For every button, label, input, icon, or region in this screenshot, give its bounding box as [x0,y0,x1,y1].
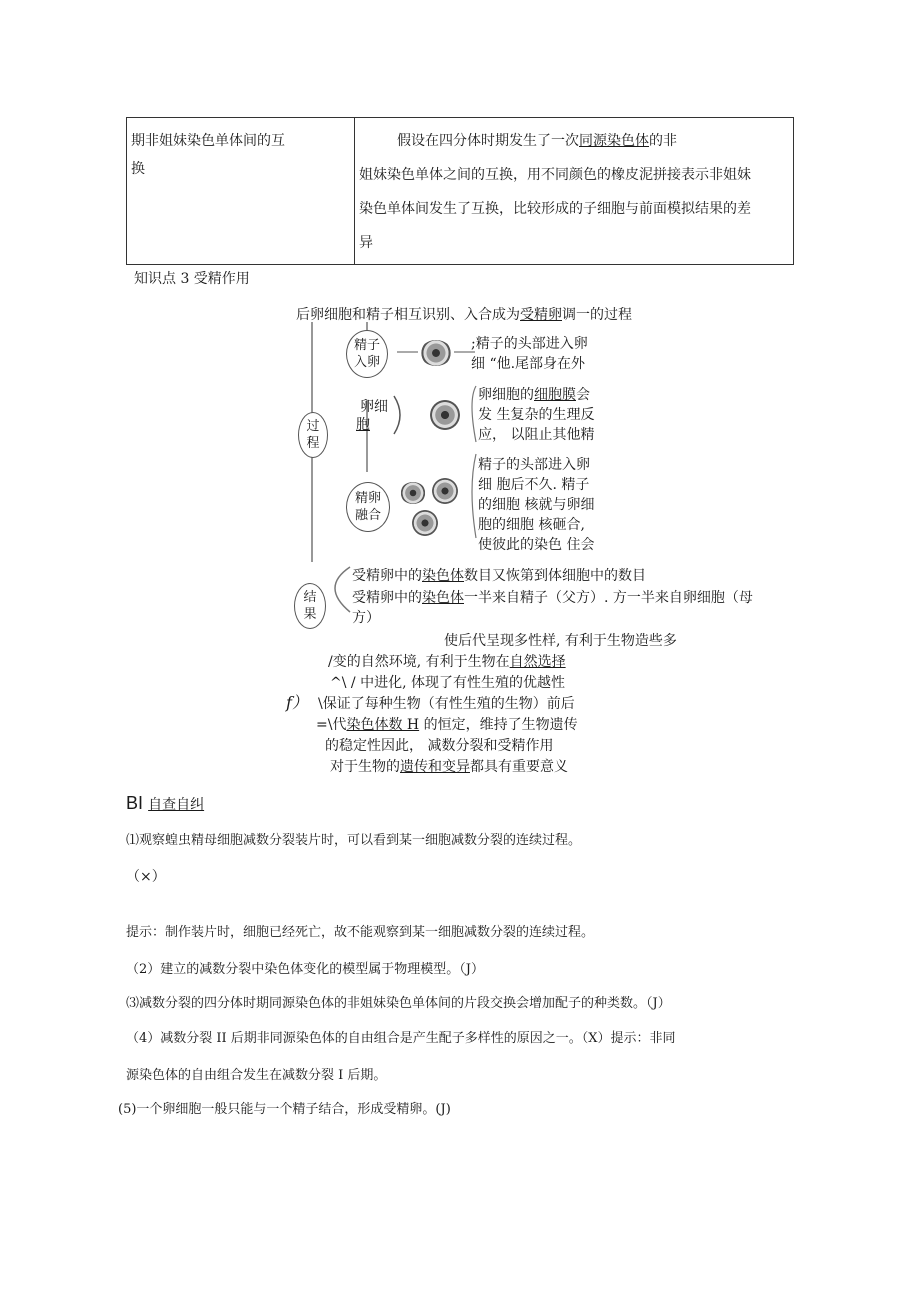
result-text: 数目又恢第到体细胞中的数目 [464,568,646,584]
egg-cell-icon [432,478,458,504]
table-right-line3: 染色单体间发生了互换，比较形成的子细胞与前面模拟结果的差 [359,201,751,217]
table-right-line1 [359,124,789,158]
oval2-label-a: 卵细 [360,399,388,415]
desc-egg-response [478,385,594,445]
result-line-3: 方） [352,610,380,626]
desc-line: 精子的头部进入卵 [478,457,590,473]
question-2: （2）建立的减数分裂中染色体变化的模型属于物理模型。（J） [126,962,484,977]
result-label: 结 果 [294,583,326,629]
oval2-label-b: 胞 [356,417,370,433]
egg-cell-icon [430,400,460,430]
sig-term: 染色体数 H [346,717,420,733]
result-term: 染色体 [422,590,464,606]
significance-line-5 [316,714,578,734]
table-underlined-term: 同源染色体 [579,133,649,149]
question-4: （4）减数分裂 II 后期非同源染色体的自由组合是产生配子多样性的原因之一。（X）提示：非同 [126,1031,676,1046]
desc-fusion [478,455,594,555]
desc-term: 细胞膜 [534,387,576,403]
result-line-1 [352,565,646,585]
significance-mark: f） [286,693,308,712]
table-text: 的非 [649,133,677,149]
hint-1: 提示：制作装片时，细胞已经死亡，故不能观察到某一细胞减数分裂的连续过程。 [126,925,595,940]
sig-text: /变的自然环境, 有利于生物在 [328,654,510,670]
sig-text: 对于生物的 [330,759,400,775]
sig-term: 遗传和变异 [400,759,470,775]
desc-line: 应， 以阻止其他精 [478,427,595,443]
result-text: 受精卵中的 [352,590,422,606]
table-left-line1: 期非姐妹染色单体间的互 [131,133,285,149]
egg-cell-icon [412,510,438,536]
result-term: 染色体 [422,568,464,584]
desc-line: 胞的细胞 核砸合, [478,517,585,533]
egg-cell-icon [400,482,426,504]
table-right-line2: 姐妹染色单体之间的互换，用不同颜色的橡皮泥拼接表示非姐妹 [359,167,751,183]
section-title: 知识点 3 受精作用 [134,271,250,287]
question-1: ⑴观察蝗虫精母细胞减数分裂装片时，可以看到某一细胞减数分裂的连续过程。 [126,833,582,848]
result-text: 一半来自精子（父方）. 方一半来自卵细胞（母 [464,590,753,606]
significance-line-4: \保证了每种生物（有性生殖的生物）前后 [318,696,575,712]
result-text: 受精卵中的 [352,568,422,584]
process-label: 过 程 [298,412,328,458]
significance-line-6: 的稳定性因此， 减数分裂和受精作用 [325,738,554,754]
table-left-line2: 换 [131,161,145,177]
oval-fusion: 精卵 融合 [346,482,390,532]
significance-line-7 [330,756,568,776]
question-5: (5)一个卵细胞一般只能与一个精子结合，形成受精卵。(J) [118,1102,451,1117]
table-right-line4: 异 [359,235,373,251]
answer-1: （×） [126,869,166,885]
sig-text: 都具有重要意义 [470,759,568,775]
desc-line: 细 胞后不久. 精子 [478,477,590,493]
sig-text: =\代 [316,717,347,733]
comparison-table [126,117,794,265]
sig-term: 自然选择 [509,654,566,670]
table-left-cell [127,118,355,265]
desc-line: 发 生复杂的生理反 [478,407,595,423]
diagram-intro [296,304,632,324]
question-3: ⑶减数分裂的四分体时期同源染色体的非姐妹染色单体间的片段交换会增加配子的种类数。（J） [126,996,671,1011]
desc-line: 使彼此的染色 住会 [478,537,595,553]
desc-text: 会 [576,387,590,403]
significance-line-1: 使后代呈现多性样, 有利于生物造些多 [444,633,677,649]
significance-line-2 [328,651,566,671]
oval-sperm-entry: 精子 入卵 [346,330,388,378]
desc-sperm-entry [471,334,588,374]
desc-line [478,385,594,405]
oval2-outline [344,392,404,438]
selfcheck-title: 自查自纠 [148,797,205,813]
table-text: 假设在四分体时期发生了一次 [397,133,579,149]
desc-line: 细 “他.尾部身在外 [471,356,586,372]
desc-text: 卵细胞的 [478,387,534,403]
desc-line: ;精子的头部进入卵 [471,336,588,352]
intro-text: 调一的过程 [562,307,632,323]
intro-text: 后卵细胞和精子相互识别、入合成为 [296,307,520,323]
intro-term: 受精卵 [520,307,562,323]
result-line-2 [352,587,753,607]
selfcheck-header [126,793,204,814]
table-right-cell [355,118,794,265]
egg-cell-icon [420,340,452,366]
significance-line-3: ^\ / 中进化, 体现了有性生殖的优越性 [330,675,565,691]
question-4-cont: 源染色体的自由组合发生在减数分裂 I 后期。 [126,1068,387,1083]
desc-brackets [466,338,478,548]
sig-text: 的恒定，维持了生物遗传 [419,717,578,733]
desc-line: 的细胞 核就与卵细 [478,497,595,513]
selfcheck-mark: BI [126,793,144,813]
